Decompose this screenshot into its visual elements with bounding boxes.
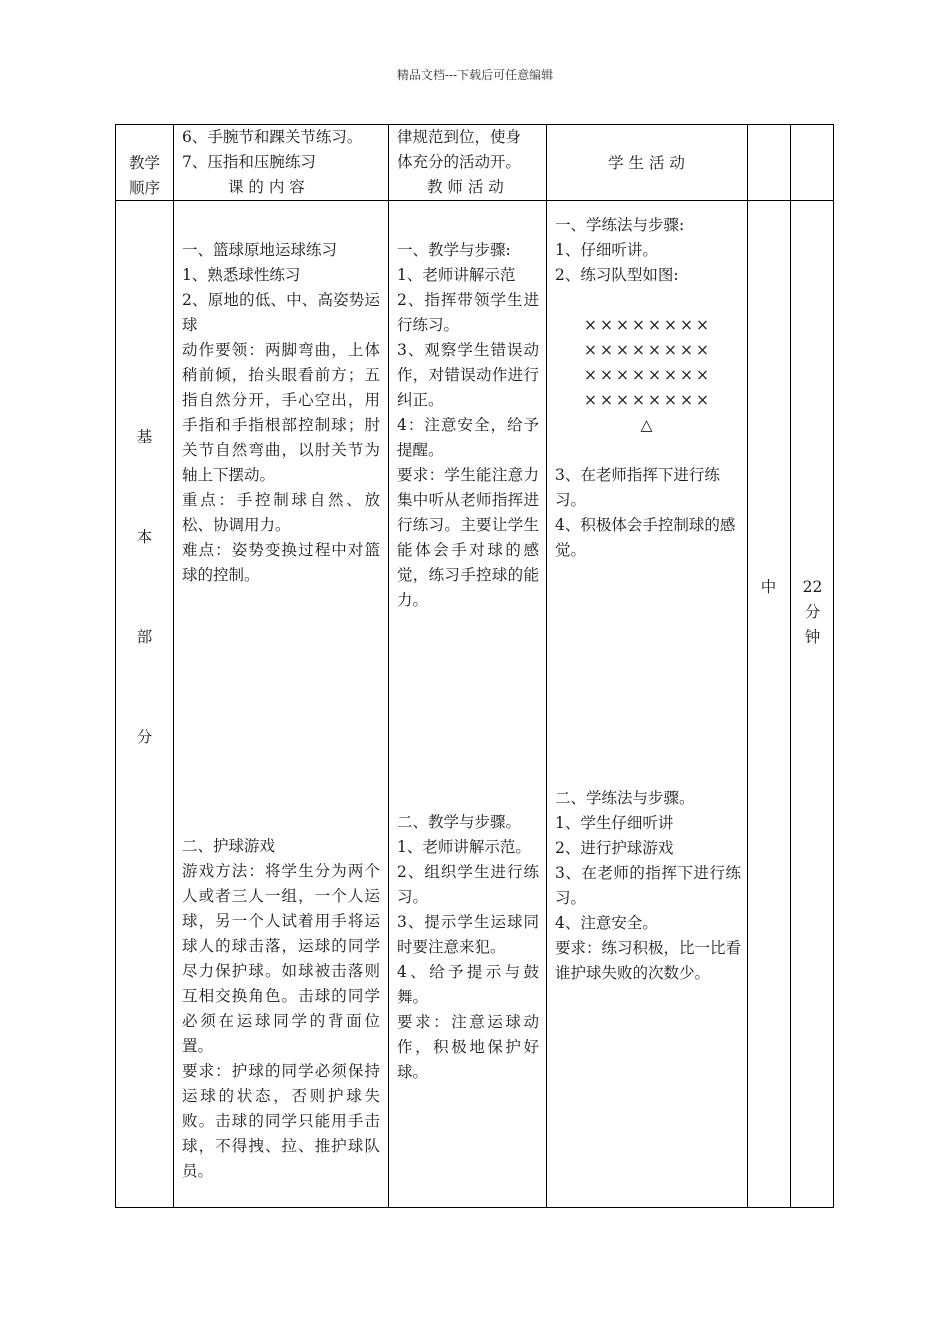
intensity-value: 中	[760, 578, 777, 596]
lesson-plan-table	[115, 124, 834, 1208]
row-divider	[116, 200, 833, 201]
formation-row: ××××××××	[584, 366, 712, 384]
header-student-activity: 学 生 活 动	[608, 154, 685, 172]
ball-protect-game-content: 二、护球游戏 游戏方法：将学生分为两个人或者三人一组，一个人运球，另一个人试着用手将运球人的球击落，运球的同学尽力保护球。如球被击落则互相交换角色。击球的同学必须在运球同学的背面位置。 要求：护球的同学必须保持运球的状态，否则护球失败。击球的同学只能用手击球，不得拽、拉、推护球队员。	[182, 837, 380, 1180]
header-teaching-order: 教学 顺序	[128, 154, 160, 197]
formation-row: ××××××××	[584, 391, 712, 409]
watermark-header: 精品文档---下载后可任意编辑	[396, 68, 554, 82]
time-value: 22 分 钟	[802, 578, 823, 646]
teacher-position-marker: △	[640, 416, 656, 434]
section-label-char: 本	[136, 528, 153, 546]
formation-row: ××××××××	[584, 341, 712, 359]
dribbling-student-activity: 一、学练法与步骤: 1、仔细听讲。 2、练习队型如图: ×××××××× ×××××××× ×××××××× ×××××××× △ 3、在老师指挥下进行练习。 4、积极体会手控制球的感觉。	[555, 213, 741, 563]
header-teacher-activity: 律规范到位，使身 体充分的活动开。 教 师 活 动	[397, 128, 522, 196]
column-divider	[546, 125, 547, 1207]
section-label-char: 基	[136, 428, 153, 446]
formation-diagram	[555, 313, 741, 438]
column-divider	[790, 125, 791, 1207]
section-label-char: 分	[136, 728, 153, 746]
ball-protect-student-activity: 二、学练法与步骤。 1、学生仔细听讲 2、进行护球游戏 3、在老师的指挥下进行练习。 4、注意安全。 要求：练习积极，比一比看谁护球失败的次数少。	[555, 789, 742, 982]
dribbling-practice-content: 一、篮球原地运球练习 1、熟悉球性练习 2、原地的低、中、高姿势运球 动作要领：两脚弯曲，上体稍前倾，抬头眼看前方；五指自然分开，手心空出，用手指和手指根部控制球；肘关节自然弯曲，以肘关节为轴上下摆动。 重点：手控制球自然、放松、协调用力。 难点：姿势变换过程中对篮球的控制。	[182, 241, 380, 584]
column-divider	[173, 125, 174, 1207]
header-lesson-content: 6、手腕节和踝关节练习。 7、压指和压腕练习 课 的 内 容	[182, 128, 363, 196]
column-divider	[388, 125, 389, 1207]
dribbling-teacher-activity: 一、教学与步骤: 1、老师讲解示范 2、指挥带领学生进行练习。 3、观察学生错误动作，对错误动作进行纠正。 4：注意安全，给予提醒。 要求：学生能注意力集中听从老师指挥进行练习。主要让学生能体会手对球的感觉，练习手控球的能力。	[397, 241, 539, 609]
column-divider	[747, 125, 748, 1207]
ball-protect-teacher-activity: 二、教学与步骤。 1、老师讲解示范。 2、组织学生进行练习。 3、提示学生运球同时要注意来犯。 4、给予提示与鼓舞。 要求：注意运球动作，积极地保护好球。	[397, 813, 539, 1081]
formation-row: ××××××××	[584, 316, 712, 334]
section-label-char: 部	[136, 628, 153, 646]
